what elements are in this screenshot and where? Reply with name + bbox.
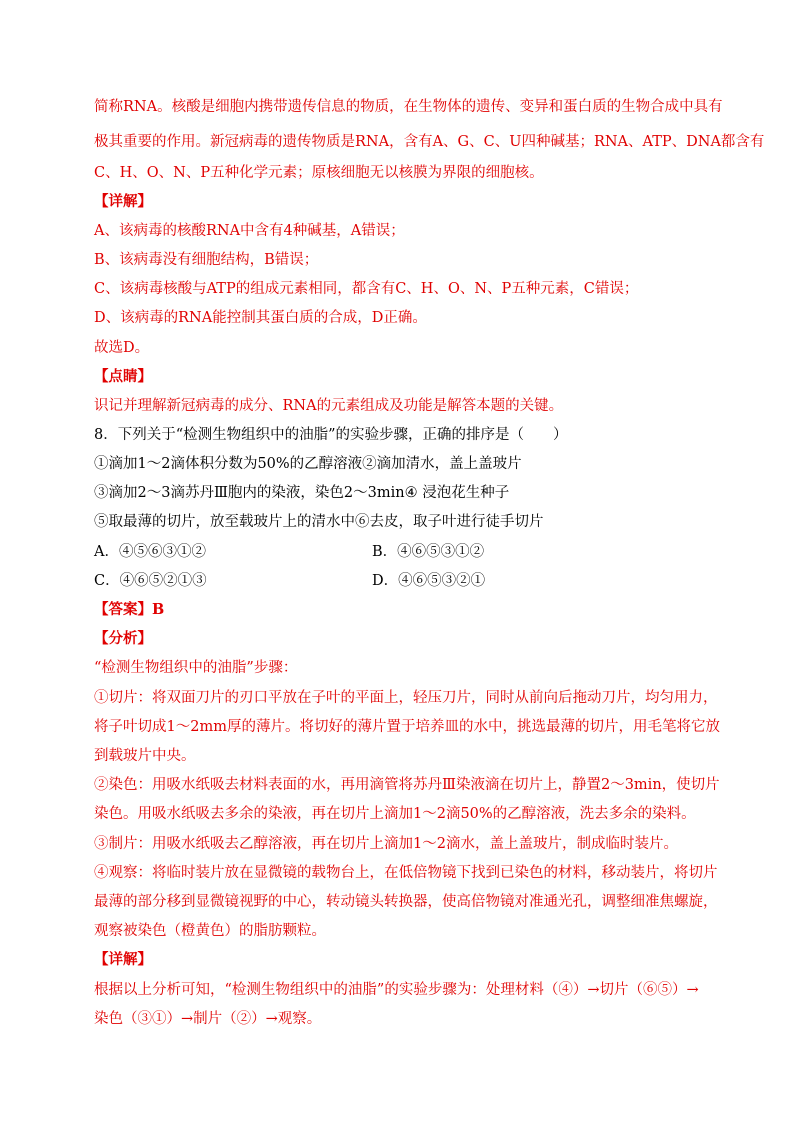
text-line: B、该病毒没有细胞结构，B错误； (94, 252, 319, 268)
text-line: ①切片：将双面刀片的刃口平放在子叶的平面上，轻压刀片，同时从前向后拖动刀片，均匀用力， (94, 690, 718, 706)
text-line: ②染色：用吸水纸吸去材料表面的水，再用滴管将苏丹Ⅲ染液滴在切片上，静置2～3min，使切片 (94, 777, 720, 793)
text-line: ③制片：用吸水纸吸去乙醇溶液，再在切片上滴加1～2滴水，盖上盖玻片，制成临时装片。 (94, 836, 678, 852)
answer-line: 【答案】B (94, 601, 165, 618)
text-line: D、该病毒的RNA能控制其蛋白质的合成，D正确。 (94, 310, 427, 326)
text-line: C、H、O、N、P五种化学元素；原核细胞无以核膜为界限的细胞核。 (94, 165, 544, 181)
text-line: 到载玻片中央。 (94, 748, 196, 764)
text-line: 将子叶切成1～2mm厚的薄片。将切好的薄片置于培养皿的水中，挑选最薄的切片，用毛笔将它放 (94, 719, 720, 735)
text-line: C、该病毒核酸与ATP的组成元素相同，都含有C、H、O、N、P五种元素，C错误； (94, 281, 639, 297)
option-c: C．④⑥⑤②①③ (94, 573, 207, 589)
option-a: A．④⑤⑥③①② (94, 544, 206, 560)
question-step-line: ③滴加2～3滴苏丹Ⅲ胞内的染液，染色2～3min④ 浸泡花生种子 (94, 485, 510, 501)
option-d: D．④⑥⑤③②① (372, 573, 486, 589)
text-line: 最薄的部分移到显微镜视野的中心，转动镜头转换器，使高倍物镜对准通光孔，调整细准焦螺旋， (94, 894, 718, 910)
option-b: B．④⑥⑤③①② (372, 544, 485, 560)
text-line: 极其重要的作用。新冠病毒的遗传物质是RNA，含有A、G、C、U四种碱基；RNA、ATP、DNA都含有 (94, 134, 765, 150)
text-line: 故选D。 (94, 340, 150, 356)
text-line: ④观察：将临时装片放在显微镜的载物台上，在低倍物镜下找到已染色的材料，移动装片，将切片 (94, 865, 718, 881)
section-heading-remark: 【点睛】 (94, 368, 152, 385)
text-line: A、该病毒的核酸RNA中含有4种碱基，A错误； (94, 223, 405, 239)
section-heading-detail-2: 【详解】 (94, 951, 152, 968)
section-heading-detail: 【详解】 (94, 193, 152, 210)
question-step-line: ⑤取最薄的切片，放至载玻片上的清水中⑥去皮，取子叶进行徒手切片 (94, 514, 544, 530)
text-line: 识记并理解新冠病毒的成分、RNA的元素组成及功能是解答本题的关键。 (94, 398, 564, 414)
text-line: 染色（③①）→制片（②）→观察。 (94, 1011, 322, 1027)
section-heading-analysis: 【分析】 (94, 630, 152, 647)
text-line: 染色。用吸水纸吸去多余的染液，再在切片上滴加1～2滴50%的乙醇溶液，洗去多余的染料。 (94, 806, 696, 822)
question-step-line: ①滴加1～2滴体积分数为50%的乙醇溶液②滴加清水，盖上盖玻片 (94, 456, 522, 472)
text-line: 根据以上分析可知，“检测生物组织中的油脂”的实验步骤为：处理材料（④）→切片（⑥⑤）→ (94, 982, 699, 998)
text-line: 观察被染色（橙黄色）的脂肪颗粒。 (94, 923, 326, 939)
text-line: 简称RNA。核酸是细胞内携带遗传信息的物质，在生物体的遗传、变异和蛋白质的生物合成中具有 (94, 99, 723, 115)
question-stem: 8．下列关于“检测生物组织中的油脂”的实验步骤，正确的排序是（ ） (94, 427, 568, 443)
text-line: “检测生物组织中的油脂”步骤： (94, 660, 298, 676)
